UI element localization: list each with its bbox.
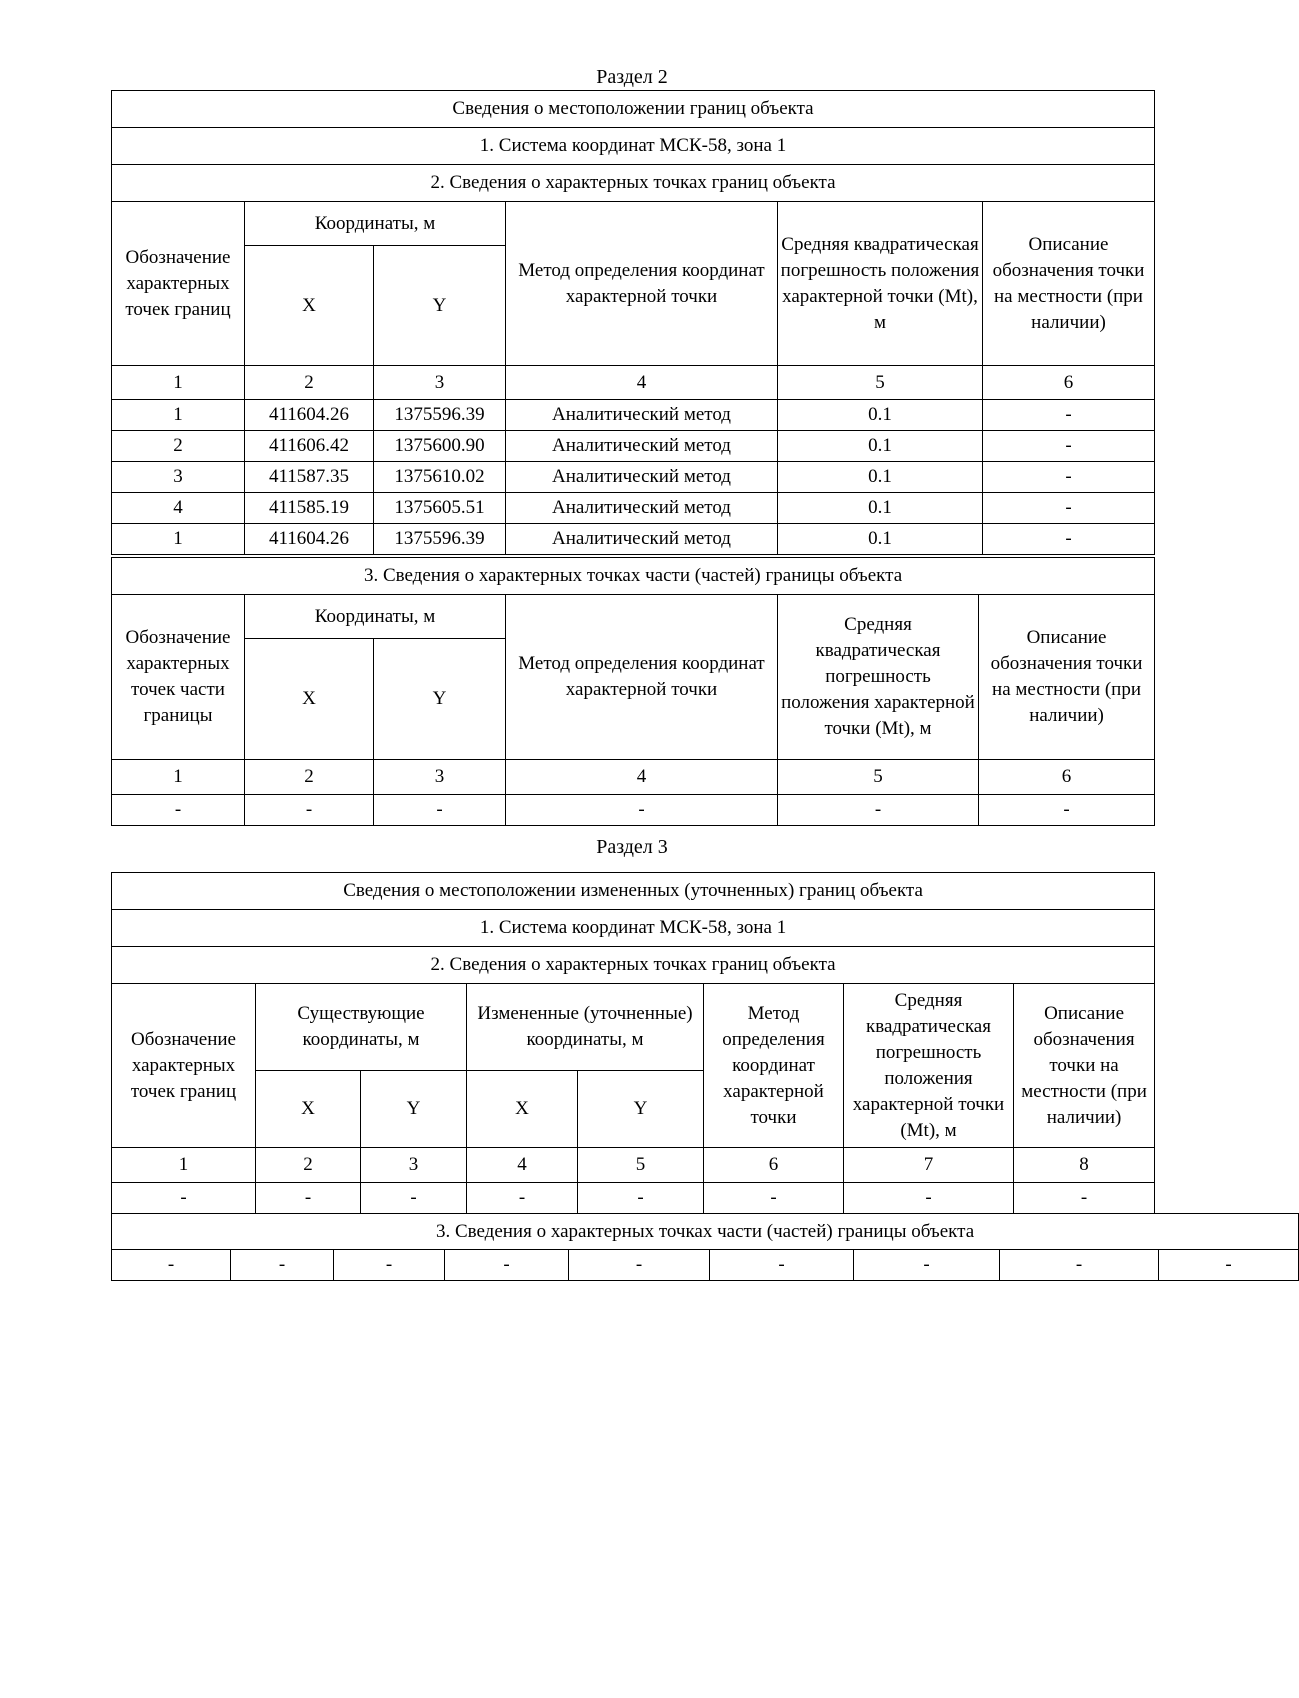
section2-boundaries-table bbox=[111, 90, 1155, 555]
empty-cell: - bbox=[506, 795, 778, 826]
column-number: 7 bbox=[844, 1148, 1014, 1183]
section3-points-title: 2. Сведения о характерных точках границ объекта bbox=[112, 947, 1155, 984]
x-value: 411604.26 bbox=[245, 524, 374, 555]
section3-parts-table bbox=[111, 1213, 1299, 1281]
parts-y-header: Y bbox=[374, 639, 506, 760]
column-number: 3 bbox=[361, 1148, 467, 1183]
s3-description-header: Описание обозначения точки на местности (при наличии) bbox=[1014, 984, 1155, 1148]
designation-header: Обозначение характерных точек границ bbox=[112, 202, 245, 366]
changed-x-header: X bbox=[467, 1071, 578, 1148]
method-value: Аналитический метод bbox=[506, 431, 778, 462]
column-number: 4 bbox=[506, 366, 778, 400]
empty-cell: - bbox=[710, 1250, 854, 1281]
table-row bbox=[112, 493, 1155, 524]
table-row bbox=[112, 462, 1155, 493]
section2-coord-system: 1. Система координат МСК-58, зона 1 bbox=[112, 128, 1155, 165]
empty-cell: - bbox=[112, 1183, 256, 1214]
changed-coords-header: Измененные (уточненные) координаты, м bbox=[467, 984, 704, 1071]
parts-method-header: Метод определения координат характерной точки bbox=[506, 595, 778, 760]
y-header: Y bbox=[374, 246, 506, 366]
empty-cell: - bbox=[704, 1183, 844, 1214]
table-row bbox=[112, 400, 1155, 431]
empty-cell: - bbox=[334, 1250, 445, 1281]
empty-cell: - bbox=[844, 1183, 1014, 1214]
empty-cell: - bbox=[256, 1183, 361, 1214]
table-row bbox=[112, 1250, 1299, 1281]
error-value: 0.1 bbox=[778, 524, 983, 555]
error-header: Средняя квадратическая погрешность положения характерной точки (Mt), м bbox=[778, 202, 983, 366]
y-value: 1375600.90 bbox=[374, 431, 506, 462]
section3-title: Сведения о местоположении измененных (уточненных) границ объекта bbox=[112, 873, 1155, 910]
x-value: 411587.35 bbox=[245, 462, 374, 493]
parts-coords-header: Координаты, м bbox=[245, 595, 506, 639]
y-value: 1375596.39 bbox=[374, 524, 506, 555]
error-value: 0.1 bbox=[778, 462, 983, 493]
x-value: 411585.19 bbox=[245, 493, 374, 524]
description-value: - bbox=[983, 493, 1155, 524]
method-value: Аналитический метод bbox=[506, 400, 778, 431]
section2-parts-table bbox=[111, 557, 1155, 826]
empty-cell: - bbox=[1159, 1250, 1299, 1281]
empty-cell: - bbox=[112, 1250, 231, 1281]
empty-cell: - bbox=[245, 795, 374, 826]
description-header: Описание обозначения точки на местности (при наличии) bbox=[983, 202, 1155, 366]
column-number: 6 bbox=[704, 1148, 844, 1183]
column-number: 1 bbox=[112, 760, 245, 795]
error-value: 0.1 bbox=[778, 493, 983, 524]
parts-description-header: Описание обозначения точки на местности (при наличии) bbox=[979, 595, 1155, 760]
changed-y-header: Y bbox=[578, 1071, 704, 1148]
column-number: 4 bbox=[506, 760, 778, 795]
parts-x-header: X bbox=[245, 639, 374, 760]
empty-cell: - bbox=[231, 1250, 334, 1281]
column-number: 2 bbox=[245, 366, 374, 400]
existing-x-header: X bbox=[256, 1071, 361, 1148]
error-value: 0.1 bbox=[778, 400, 983, 431]
parts-error-header: Средняя квадратическая погрешность положения характерной точки (Mt), м bbox=[778, 595, 979, 760]
empty-cell: - bbox=[1014, 1183, 1155, 1214]
empty-cell: - bbox=[854, 1250, 1000, 1281]
column-numbers-row bbox=[112, 366, 1155, 400]
s3-error-header: Средняя квадратическая погрешность положения характерной точки (Mt), м bbox=[844, 984, 1014, 1148]
s3-designation-header: Обозначение характерных точек границ bbox=[112, 984, 256, 1148]
column-number: 1 bbox=[112, 366, 245, 400]
table-row bbox=[112, 1183, 1155, 1214]
column-numbers-row bbox=[112, 1148, 1155, 1183]
empty-cell: - bbox=[1000, 1250, 1159, 1281]
description-value: - bbox=[983, 431, 1155, 462]
empty-cell: - bbox=[361, 1183, 467, 1214]
column-number: 5 bbox=[778, 760, 979, 795]
description-value: - bbox=[983, 462, 1155, 493]
column-number: 4 bbox=[467, 1148, 578, 1183]
section2-heading: Раздел 2 bbox=[596, 66, 668, 88]
point-number: 1 bbox=[112, 400, 245, 431]
column-number: 2 bbox=[256, 1148, 361, 1183]
empty-cell: - bbox=[374, 795, 506, 826]
empty-cell: - bbox=[778, 795, 979, 826]
x-value: 411604.26 bbox=[245, 400, 374, 431]
x-header: X bbox=[245, 246, 374, 366]
section3-parts-title: 3. Сведения о характерных точках части (частей) границы объекта bbox=[112, 1214, 1299, 1250]
method-value: Аналитический метод bbox=[506, 493, 778, 524]
empty-cell: - bbox=[467, 1183, 578, 1214]
method-value: Аналитический метод bbox=[506, 524, 778, 555]
column-number: 2 bbox=[245, 760, 374, 795]
table-row bbox=[112, 795, 1155, 826]
point-number: 1 bbox=[112, 524, 245, 555]
coords-header: Координаты, м bbox=[245, 202, 506, 246]
section3-boundaries-table bbox=[111, 872, 1155, 1214]
point-number: 4 bbox=[112, 493, 245, 524]
table-row bbox=[112, 431, 1155, 462]
empty-cell: - bbox=[578, 1183, 704, 1214]
column-number: 8 bbox=[1014, 1148, 1155, 1183]
column-number: 3 bbox=[374, 366, 506, 400]
empty-cell: - bbox=[112, 795, 245, 826]
section3-heading: Раздел 3 bbox=[596, 836, 668, 858]
y-value: 1375596.39 bbox=[374, 400, 506, 431]
column-numbers-row bbox=[112, 760, 1155, 795]
parts-designation-header: Обозначение характерных точек части границы bbox=[112, 595, 245, 760]
table-row bbox=[112, 524, 1155, 555]
point-number: 2 bbox=[112, 431, 245, 462]
column-number: 3 bbox=[374, 760, 506, 795]
column-number: 6 bbox=[979, 760, 1155, 795]
s3-method-header: Метод определения координат характерной точки bbox=[704, 984, 844, 1148]
column-number: 5 bbox=[578, 1148, 704, 1183]
existing-y-header: Y bbox=[361, 1071, 467, 1148]
column-number: 5 bbox=[778, 366, 983, 400]
error-value: 0.1 bbox=[778, 431, 983, 462]
empty-cell: - bbox=[445, 1250, 569, 1281]
y-value: 1375610.02 bbox=[374, 462, 506, 493]
column-number: 1 bbox=[112, 1148, 256, 1183]
method-value: Аналитический метод bbox=[506, 462, 778, 493]
section3-coord-system: 1. Система координат МСК-58, зона 1 bbox=[112, 910, 1155, 947]
empty-cell: - bbox=[569, 1250, 710, 1281]
section2-title: Сведения о местоположении границ объекта bbox=[112, 91, 1155, 128]
empty-cell: - bbox=[979, 795, 1155, 826]
y-value: 1375605.51 bbox=[374, 493, 506, 524]
section2-parts-title: 3. Сведения о характерных точках части (частей) границы объекта bbox=[112, 558, 1155, 595]
existing-coords-header: Существующие координаты, м bbox=[256, 984, 467, 1071]
section2-points-title: 2. Сведения о характерных точках границ объекта bbox=[112, 165, 1155, 202]
x-value: 411606.42 bbox=[245, 431, 374, 462]
description-value: - bbox=[983, 400, 1155, 431]
point-number: 3 bbox=[112, 462, 245, 493]
column-number: 6 bbox=[983, 366, 1155, 400]
method-header: Метод определения координат характерной точки bbox=[506, 202, 778, 366]
description-value: - bbox=[983, 524, 1155, 555]
